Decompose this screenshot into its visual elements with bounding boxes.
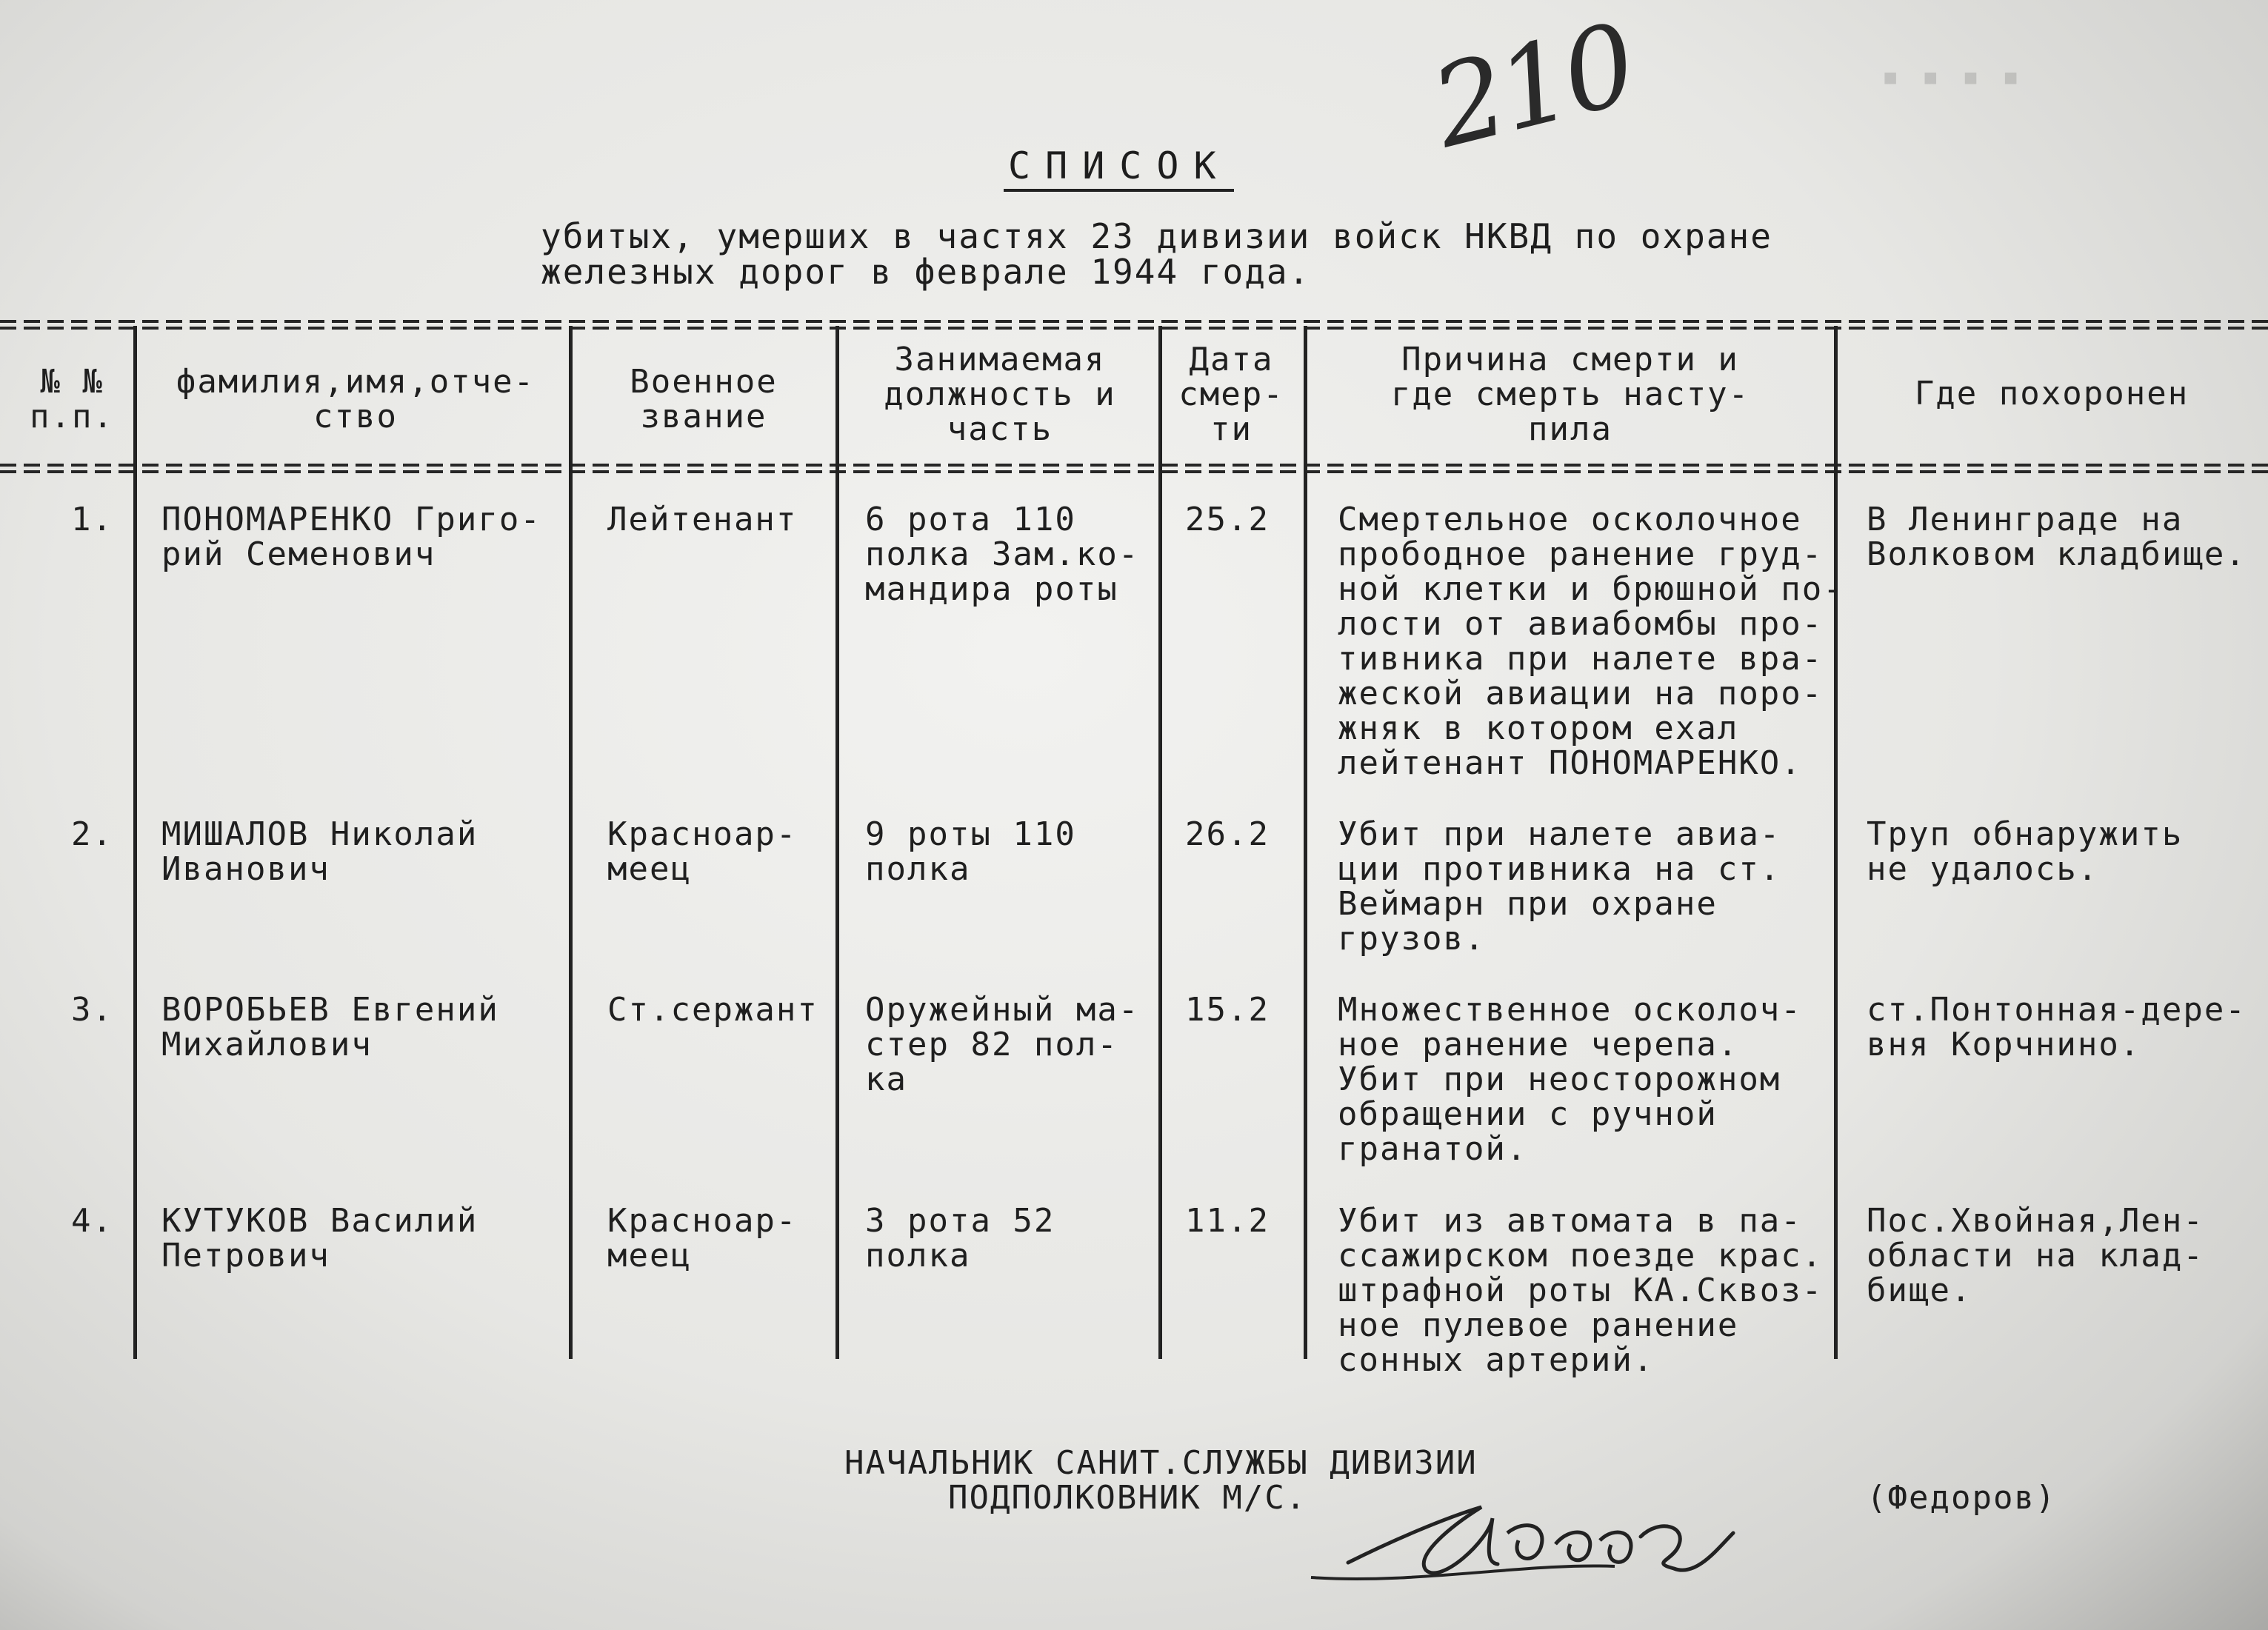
cell-position: 9 роты 110 полка [865,815,1076,888]
row-number: 1. [71,501,113,538]
document-title: СПИСОК [1004,144,1234,192]
column-header-number: № № п.п. [30,363,114,435]
cell-name: ПОНОМАРЕНКО Григо- рий Семенович [161,501,541,573]
column-header-cause: Причина смерти и где смерть насту- пила [1390,341,1750,448]
column-divider [1834,326,1838,1359]
cell-rank: Красноар- меец [607,815,798,888]
column-divider [1304,326,1307,1359]
row-number: 4. [71,1202,113,1240]
column-header-rank: Военное звание [630,363,778,435]
cell-position: 6 рота 110 полка Зам.ко- мандира роты [865,501,1140,608]
cell-name: КУТУКОВ Василий Петрович [161,1202,478,1275]
cell-cause: Множественное осколоч- ное ранение черепа. Убит при неосторожном обращении с ручной гранатой. [1338,991,1802,1168]
column-header-burial: Где похоронен [1914,375,2189,412]
signatory-name: (Федоров) [1867,1479,2057,1517]
cell-burial: В Ленинграде на Волковом кладбище. [1867,501,2247,573]
column-header-date: Дата смер- ти [1178,341,1284,448]
signatory-rank: ПОДПОЛКОВНИК М/С. [948,1479,1307,1517]
column-divider [1158,326,1162,1359]
column-divider [133,326,137,1359]
row-number: 3. [71,991,113,1029]
document-subtitle: убитых, умерших в частях 23 дивизии войск НКВД по охране железных дорог в феврале 1944 года. [541,216,1772,292]
column-divider [569,326,573,1359]
cell-cause: Смертельное осколочное прободное ранение груд- ной клетки и брюшной по- лости от авиабомбы про- тивника при налете вра- жеской авиации на поро- жняк в котором ехал лейтенант ПОНОМАРЕНКО. [1338,501,1844,782]
cell-position: Оружейный ма- стер 82 пол- ка [865,991,1140,1098]
archive-number-handwritten: 210 [1420,0,1645,173]
cell-date: 26.2 [1185,815,1270,853]
handwritten-signature [1304,1474,1763,1600]
cell-date: 15.2 [1185,991,1270,1029]
bleed-through-mark: ▪ ▪ ▪ ▪ [1881,59,2022,93]
cell-rank: Красноар- меец [607,1202,798,1275]
cell-cause: Убит из автомата в па- ссажирском поезде крас. штрафной роты КА.Сквоз- ное пулевое ранение сонных артерий. [1338,1202,1824,1379]
cell-burial: Труп обнаружить не удалось. [1867,815,2184,888]
cell-rank: Лейтенант [607,501,798,538]
cell-name: МИШАЛОВ Николай Иванович [161,815,478,888]
cell-date: 11.2 [1185,1202,1270,1240]
cell-cause: Убит при налете авиа- ции противника на ст. Веймарн при охране грузов. [1338,815,1781,958]
table-top-border [0,320,2268,330]
column-divider [836,326,839,1359]
table-header-border [0,464,2268,474]
column-header-position: Занимаемая должность и часть [884,341,1116,448]
row-number: 2. [71,815,113,853]
cell-position: 3 рота 52 полка [865,1202,1055,1275]
cell-name: ВОРОБЬЕВ Евгений Михайлович [161,991,499,1063]
signatory-title: НАЧАЛЬНИК САНИТ.СЛУЖБЫ ДИВИЗИИ [844,1444,1478,1482]
cell-burial: ст.Понтонная-дере- вня Корчнино. [1867,991,2247,1063]
cell-rank: Ст.сержант [607,991,818,1029]
cell-burial: Пос.Хвойная,Лен- области на клад- бище. [1867,1202,2204,1309]
column-header-name: фамилия,имя,отче- ство [176,363,536,435]
cell-date: 25.2 [1185,501,1270,538]
